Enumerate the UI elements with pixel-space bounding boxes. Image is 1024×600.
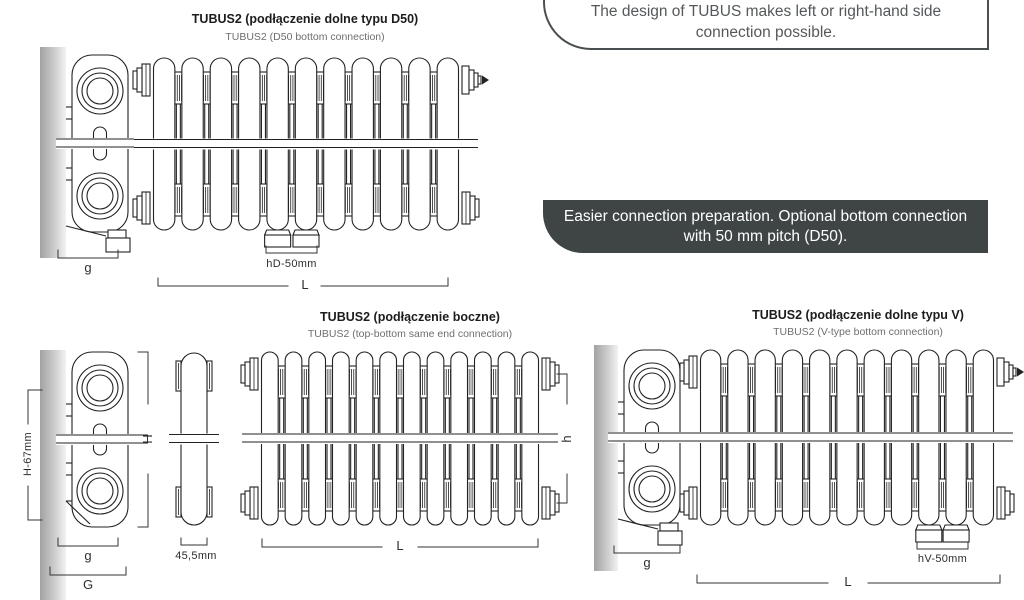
v-length-label: L xyxy=(844,574,852,589)
boczne-height-offset-label: H-67mm xyxy=(22,432,34,476)
boczne-g-label: g xyxy=(84,548,92,563)
v-g-label: g xyxy=(643,555,651,570)
d50-pitch-label: hD-50mm xyxy=(266,258,317,270)
boczne-h-label: h xyxy=(559,435,574,443)
d50-g-label: g xyxy=(84,260,92,275)
d50-diagram-drawing xyxy=(56,55,489,252)
boczne-depth-label: 45,5mm xyxy=(175,550,217,562)
d50-length-label: L xyxy=(301,277,309,292)
boczne-diagram-drawing xyxy=(56,352,559,527)
boczne-title: TUBUS2 (podłączenie boczne) xyxy=(320,310,500,324)
v-subtitle: TUBUS2 (V-type bottom connection) xyxy=(773,326,943,338)
callout-bubble xyxy=(543,0,989,50)
callout-banner-text: Easier connection preparation. Optional bottom connection with 50 mm pitch (D50). xyxy=(563,207,968,245)
callout-bubble-text: The design of TUBUS makes left or right-hand side connection possible. xyxy=(590,3,942,41)
boczne-height-label: H xyxy=(140,434,155,444)
d50-title: TUBUS2 (podłączenie dolne typu D50) xyxy=(191,12,419,26)
v-pitch-label: hV-50mm xyxy=(917,553,968,565)
v-diagram-drawing xyxy=(608,350,1024,545)
boczne-G-label: G xyxy=(82,577,94,592)
d50-subtitle: TUBUS2 (D50 bottom connection) xyxy=(225,31,385,43)
v-title: TUBUS2 (podłączenie dolne typu V) xyxy=(752,308,964,322)
callout-banner xyxy=(543,200,988,253)
boczne-length-label: L xyxy=(396,538,404,553)
boczne-subtitle: TUBUS2 (top-bottom same end connection) xyxy=(307,328,513,340)
